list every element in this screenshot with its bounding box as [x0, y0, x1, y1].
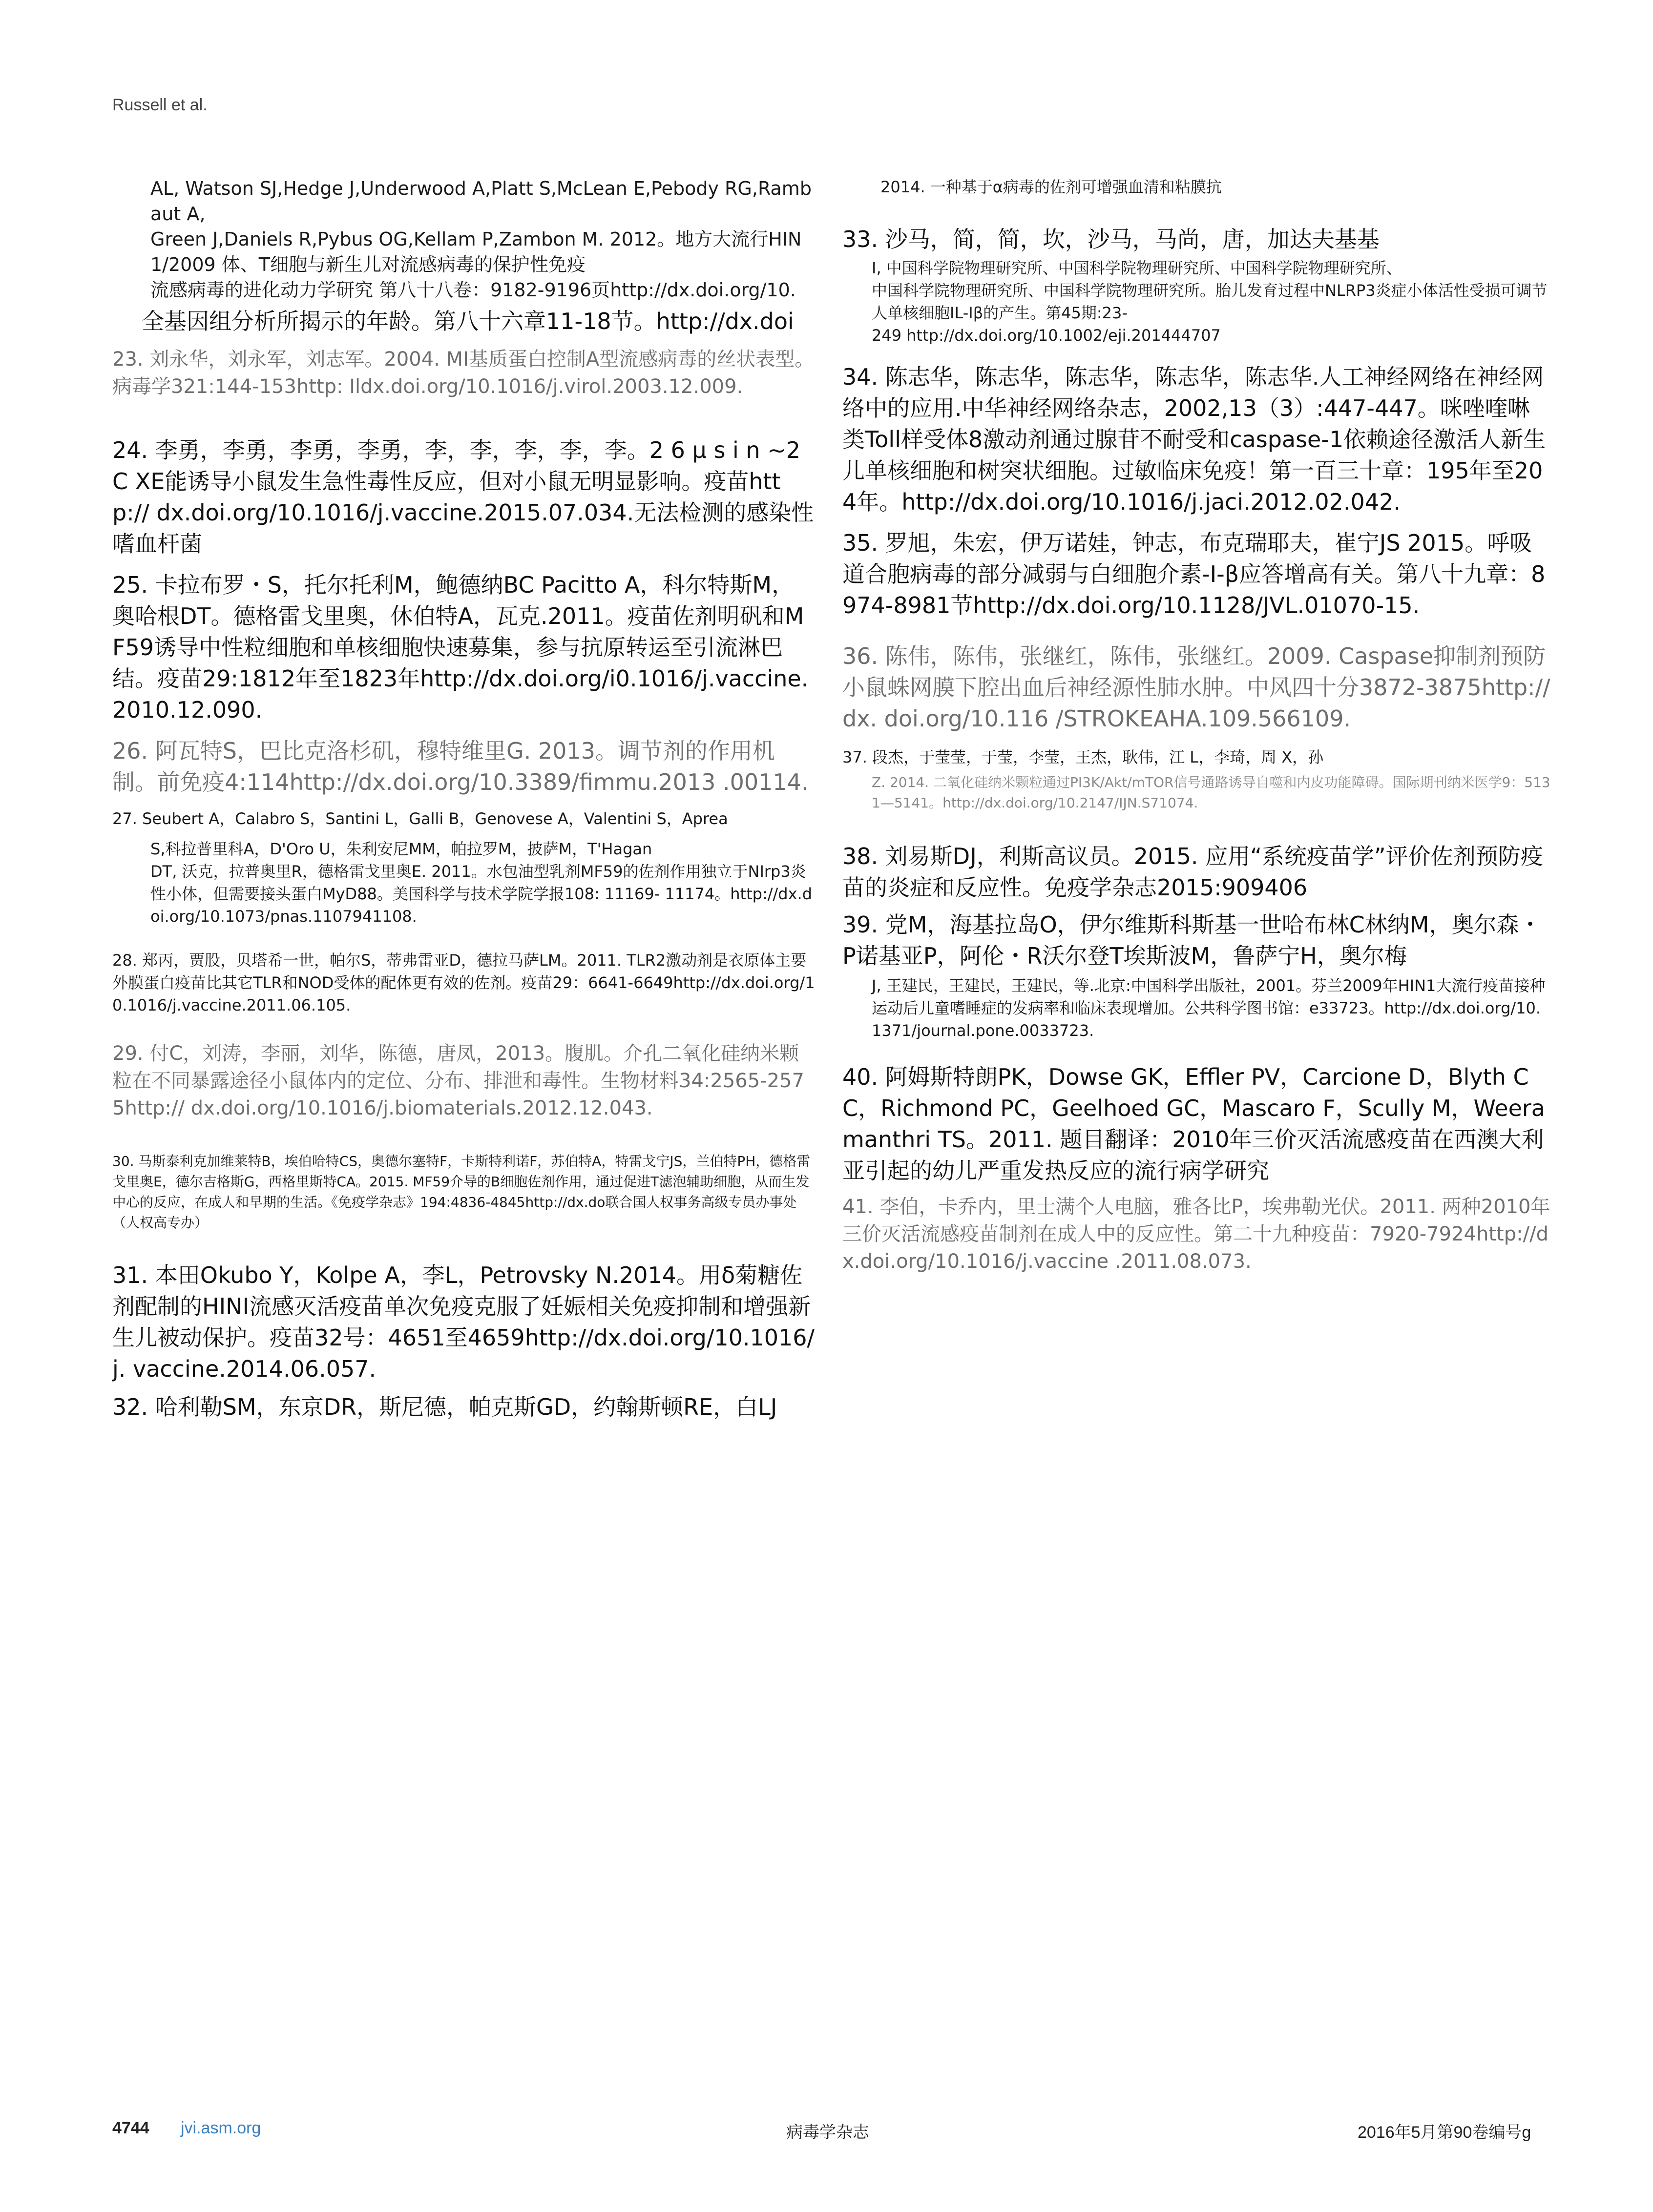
reference-37-continued: Z. 2014. 二氧化硅纳米颗粒通过PI3K/Akt/mTOR信号通路诱导自噬和内皮功能障碍。国际期刊纳米医学9：5131—5141。http://dx.doi.org/10.2147/IJN.S71074. — [872, 774, 1550, 811]
journal-name: 病毒学杂志 — [786, 2123, 869, 2142]
reference-27: 27. Seubert A，Calabro S，Santini L，Galli B，Genovese A，Valentini S，Aprea — [112, 809, 728, 828]
reference-37: 37. 段杰，于莹莹，于莹，李莹，王杰，耿伟，江 L，李琦，周 X，孙 — [842, 748, 1324, 766]
reference-41: 41. 李伯，卡乔内，里士满个人电脑，雅各比P，埃弗勒光伏。2011. 两种2010年三价灭活流感疫苗制剂在成人中的反应性。第二十九种疫苗：7920-7924http://dx.doi.org/10.1016/j.vaccine .2011.08.073. — [842, 1196, 1550, 1273]
reference-34: 34. 陈志华，陈志华，陈志华，陈志华，陈志华.人工神经网络在神经网络中的应用.中华神经网络杂志，2002,13（3）:447-447。咪唑喹啉类Toll样受体8激动剂通过腺苷不耐受和caspase-1依赖途径激活人新生儿单核细胞和树突状细胞。过敏临床免疫！第一百三十章：195年至204年。http://dx.doi.org/10.1016/j.jaci.2012.02.042. — [842, 364, 1546, 515]
reference-28: 28. 郑丙，贾股，贝塔希一世，帕尔S，蒂弗雷亚D，德拉马萨LM。2011. TLR2激动剂是衣原体主要外膜蛋白疫苗比其它TLR和NOD受体的配体更有效的佐剂。疫苗29：6641-6649http://dx.doi.org/10.1016/j.vaccine.2011.06.105. — [112, 951, 815, 1014]
reference-36: 36. 陈伟，陈伟，张继红，陈伟，张继红。2009. Caspase抑制剂预防小鼠蛛网膜下腔出血后神经源性肺水肿。中风四十分3872-3875http://dx. doi.org/10.116 /STROKEAHA.109.566109. — [842, 643, 1550, 732]
reference-24: 24. 李勇，李勇，李勇，李勇，李，李，李，李，李。2 6 μ s i n ~2 C XE能诱导小鼠发生急性毒性反应，但对小鼠无明显影响。疫苗http:// dx.doi.org/10.1016/j.vaccine.2015.07.034.无法检测的感染性嗜血杆菌 — [112, 437, 814, 557]
references-left-column — [112, 176, 816, 1423]
reference-39: 39. 党M，海基拉岛O，伊尔维斯科斯基一世哈布林C林纳M，奥尔森・P诺基亚P，阿伦・R沃尔登T埃斯波M，鲁萨宁H，奥尔梅 — [842, 911, 1542, 969]
reference-30: 30. 马斯泰利克加维莱特B，埃伯哈特CS，奥德尔塞特F，卡斯特利诺F，苏伯特A，特雷戈宁JS，兰伯特PH，德格雷戈里奥E，德尔吉格斯G，西格里斯特CA。2015. MF59介导的B细胞佐剂作用，通过促进T滤泡辅助细胞，从而生发中心的反应，在成人和早期的生活。《免疫学杂志》194:4836-4845http://dx.do联合国人权事务高级专员办事处（人权高专办） — [112, 1153, 811, 1231]
reference-31: 31. 本田Okubo Y，Kolpe A，李L，Petrovsky N.2014。用δ菊糖佐剂配制的HINI流感灭活疫苗单次免疫克服了妊娠相关免疫抑制和增强新生儿被动保护。疫苗32号：4651至4659http://dx.doi.org/10.1016/j. vaccine.2014.06.057. — [112, 1262, 815, 1382]
reference-22-continued: AL, Watson SJ,Hedge J,Underwood A,Platt S,McLean E,Pebody RG,Rambaut A, Green J,Daniels R,Pybus OG,Kellam P,Zambon M. 2012。地方大流行HIN1/2009 体、T细胞与新生儿对流感病毒的保护性免疫 流感病毒的进化动力学研究 第八十八卷：9182-9196页http://dx.doi.org/10. — [150, 178, 812, 301]
reference-29: 29. 付C，刘涛，李丽，刘华，陈德，唐凤，2013。腹肌。介孔二氧化硅纳米颗粒在不同暴露途径小鼠体内的定位、分布、排泄和毒性。生物材料34:2565-2575http:// dx.doi.org/10.1016/j.biomaterials.2012.12.043. — [112, 1042, 804, 1119]
reference-35: 35. 罗旭，朱宏，伊万诺娃，钟志，布克瑞耶夫，崔宁JS 2015。呼吸道合胞病毒的部分减弱与白细胞介素-I-β应答增高有关。第八十九章：8974-8981节http://dx.doi.org/10.1128/JVL.01070-15. — [842, 530, 1546, 619]
issue-info: 2016年5月第90卷编号g — [1358, 2123, 1531, 2142]
reference-39-continued: J, 王建民，王建民，王建民，等.北京:中国科学出版社，2001。芬兰2009年HIN1大流行疫苗接种运动后儿童嗜睡症的发病率和临床表现增加。公共科学图书馆：e33723。http://dx.doi.org/10.1371/journal.pone.0033723. — [872, 976, 1546, 1040]
reference-38: 38. 刘易斯DJ，利斯高议员。2015. 应用“系统疫苗学”评价佐剂预防疫苗的炎症和反应性。免疫学杂志2015:909406 — [842, 843, 1543, 901]
reference-25: 25. 卡拉布罗・S，托尔托利M，鲍德纳BC Pacitto A，科尔特斯M，奥哈根DT。德格雷戈里奥，休伯特A，瓦克.2011。疫苗佐剂明矾和MF59诱导中性粒细胞和单核细胞快速募集，参与抗原转运至引流淋巴结。疫苗29:1812年至1823年http://dx.doi.org/i0.1016/j.vaccine.2010.12.090. — [112, 572, 809, 723]
reference-22-tail: 全基因组分析所揭示的年龄。第八十六章11-18节。http://dx.doi — [142, 308, 794, 334]
running-head: Russell et al. — [112, 96, 208, 114]
reference-26: 26. 阿瓦特S，巴比克洛杉矶，穆特维里G. 2013。调节剂的作用机制。前免疫4:114http://dx.doi.org/10.3389/fimmu.2013 .00114. — [112, 738, 809, 795]
reference-40: 40. 阿姆斯特朗PK，Dowse GK，Effler PV，Carcione D，Blyth CC，Richmond PC，Geelhoed GC，Mascaro F，Scully M，Weeramanthri TS。2011. 题目翻译：2010年三价灭活流感疫苗在西澳大利亚引起的幼儿严重发热反应的流行病学研究 — [842, 1064, 1545, 1184]
reference-33-continued: I, 中国科学院物理研究所、中国科学院物理研究所、中国科学院物理研究所、 中国科学院物理研究所、中国科学院物理研究所。胎儿发育过程中NLRP3炎症小体活性受损可调节人单核细胞IL-Iβ的产生。第45期:23- 249 http://dx.doi.org/10.1002/eji.201444707 — [872, 259, 1548, 345]
reference-33: 33. 沙马，简，简，坎，沙马，马尚，唐，加达夫基基 — [842, 226, 1380, 252]
journal-website-link[interactable]: jvi.asm.org — [181, 2119, 261, 2137]
reference-23: 23. 刘永华，刘永军，刘志军。2004. MI基质蛋白控制A型流感病毒的丝状表型。病毒学321:144-153http: Ildx.doi.org/10.1016/j.virol.2003.12.009. — [112, 348, 815, 398]
reference-32: 32. 哈利勒SM，东京DR，斯尼德，帕克斯GD，约翰斯顿RE，白LJ — [112, 1394, 777, 1420]
reference-32-continued: 2014. 一种基于α病毒的佐剂可增强血清和粘膜抗 — [880, 178, 1222, 196]
references-right-column — [842, 176, 1550, 1275]
reference-27-continued: S,科拉普里科A，D'Oro U，朱利安尼MM，帕拉罗M，披萨M，T'Hagan DT, 沃克，拉普奥里R，德格雷戈里奥E. 2011。水包油型乳剂MF59的佐剂作用独立于NIrp3炎性小体，但需要接头蛋白MyD88。美国科学与技术学院学报108: 11169- 11174。http://dx.doi.org/10.1073/pnas.1107941108. — [150, 840, 813, 926]
page-number: 4744 — [112, 2119, 149, 2137]
